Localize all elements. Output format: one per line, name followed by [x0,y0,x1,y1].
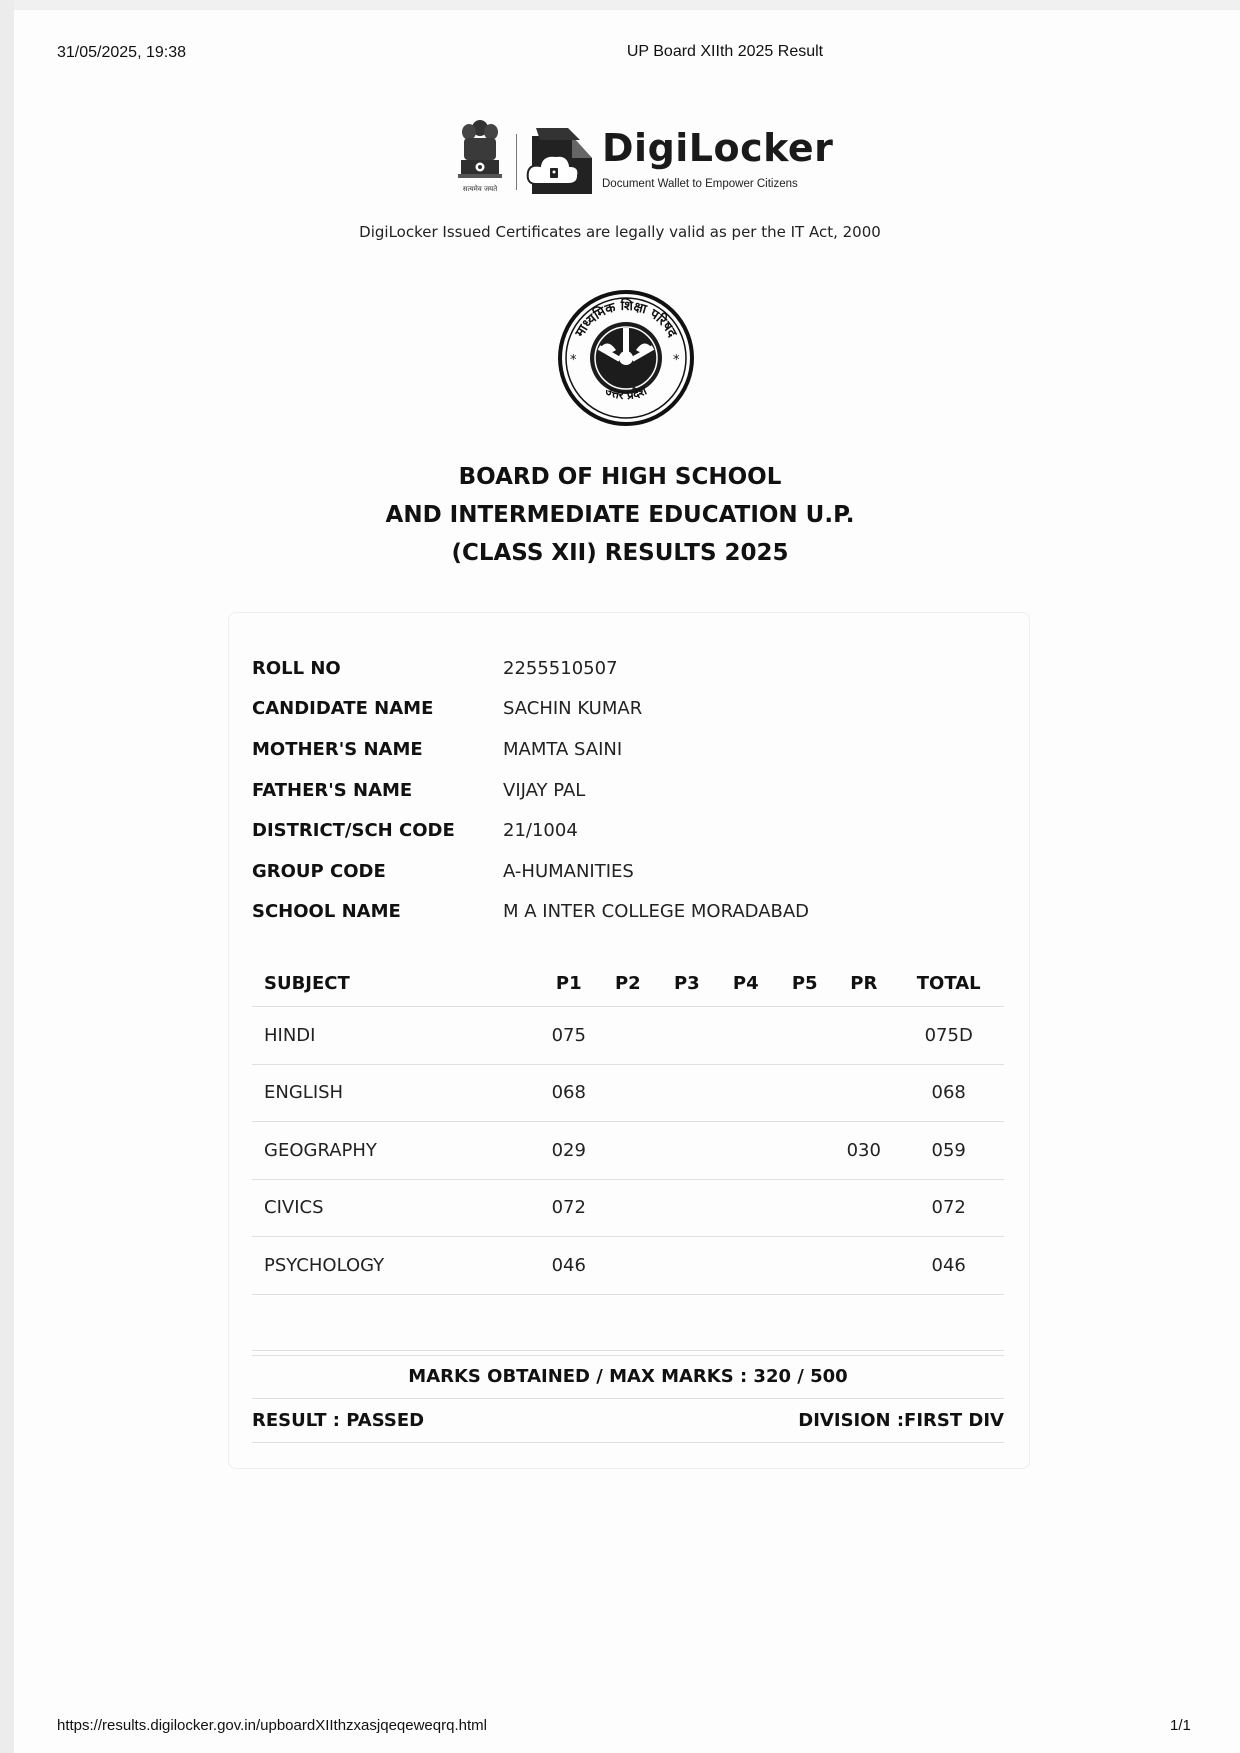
print-date-time: 31/05/2025, 19:38 [57,44,187,61]
result-row [252,1400,1004,1443]
division-status: DIVISION :FIRST DIV [798,1410,1004,1431]
scan-edge-top [0,0,1240,10]
board-title-line-3: (CLASS XII) RESULTS 2025 [451,540,789,566]
marks-cell: 046 [539,1237,598,1295]
marks-cell: 030 [834,1122,893,1180]
marks-table-body [252,1007,1004,1351]
marks-cell [775,1179,834,1237]
table-row [252,1179,1004,1237]
digilocker-wordmark: DigiLocker [602,126,834,170]
info-row [252,810,1012,851]
table-row [252,1007,1004,1065]
info-value: 2255510507 [503,657,618,679]
column-header: P4 [716,960,775,1007]
marks-cell [716,1179,775,1237]
marks-cell: 072 [893,1179,1004,1237]
emblem-caption: सत्यमेव जयते [462,185,498,193]
marks-cell [775,1007,834,1065]
marks-cell [834,1237,893,1295]
marks-cell [598,1237,657,1295]
info-label: MOTHER'S NAME [252,738,423,760]
marks-cell [775,1237,834,1295]
subject-cell: HINDI [252,1007,539,1065]
seal-bottom-text: उत्तर प्रदेश [602,383,649,403]
marks-cell [716,1122,775,1180]
marks-cell: 046 [893,1237,1004,1295]
info-value: MAMTA SAINI [503,738,623,760]
column-header: P1 [539,960,598,1007]
marks-cell [598,1064,657,1122]
info-value: SACHIN KUMAR [503,698,643,720]
marks-cell: 029 [539,1122,598,1180]
logo-divider [516,134,517,190]
info-value: M A INTER COLLEGE MORADABAD [503,901,810,923]
marks-obtained-summary: MARKS OBTAINED / MAX MARKS : 320 / 500 [252,1355,1004,1399]
marks-cell [834,1064,893,1122]
info-row [252,892,1012,933]
marks-cell [834,1179,893,1237]
svg-text:*: * [673,353,680,368]
info-label: ROLL NO [252,657,341,679]
marks-cell [657,1007,716,1065]
info-value: A-HUMANITIES [503,860,634,882]
marks-cell [657,1237,716,1295]
marks-table [252,960,1004,1351]
subject-cell: CIVICS [252,1179,539,1237]
legal-validity-note: DigiLocker Issued Certificates are legally valid as per the IT Act, 2000 [359,223,881,241]
marks-cell: 059 [893,1122,1004,1180]
info-value: 21/1004 [503,820,578,842]
table-row [252,1064,1004,1122]
marks-cell [657,1179,716,1237]
info-value: VIJAY PAL [503,779,586,801]
subject-cell: ENGLISH [252,1064,539,1122]
info-row [252,770,1012,811]
info-label: GROUP CODE [252,860,386,882]
marks-cell [834,1007,893,1065]
marks-cell [716,1237,775,1295]
print-url: https://results.digilocker.gov.in/upboardXIIthzxasjqeqeweqrq.html [57,1717,487,1734]
marks-cell [716,1007,775,1065]
marks-cell: 068 [893,1064,1004,1122]
logo-row [452,112,834,202]
print-page-number: 1/1 [1170,1717,1191,1734]
board-title-line-2: AND INTERMEDIATE EDUCATION U.P. [385,502,855,528]
column-header: P2 [598,960,657,1007]
svg-text:*: * [570,353,577,368]
marks-cell [775,1064,834,1122]
info-label: FATHER'S NAME [252,779,413,801]
marks-cell: 072 [539,1179,598,1237]
marks-cell: 068 [539,1064,598,1122]
info-row [252,689,1012,730]
marks-cell [657,1064,716,1122]
spacer-cell [252,1294,1004,1350]
info-label: DISTRICT/SCH CODE [252,820,455,842]
marks-cell [716,1064,775,1122]
marks-cell [598,1007,657,1065]
column-header: TOTAL [893,960,1004,1007]
digilocker-tagline: Document Wallet to Empower Citizens [602,178,798,190]
board-title [300,458,940,572]
info-label: CANDIDATE NAME [252,698,434,720]
student-info-list [252,648,1012,932]
subject-cell: PSYCHOLOGY [252,1237,539,1295]
national-emblem-icon [452,118,508,198]
table-spacer-row [252,1294,1004,1350]
column-header: SUBJECT [252,960,539,1007]
marks-table-header [252,960,1004,1007]
board-title-line-1: BOARD OF HIGH SCHOOL [458,464,782,490]
marks-cell [598,1122,657,1180]
seal-top-text: माध्यमिक शिक्षा परिषद [572,298,680,340]
result-status: RESULT : PASSED [252,1410,425,1431]
info-label: SCHOOL NAME [252,901,401,923]
print-page-title: UP Board XIIth 2025 Result [626,43,824,60]
info-row [252,729,1012,770]
column-header: P5 [775,960,834,1007]
marks-cell: 075D [893,1007,1004,1065]
info-row [252,851,1012,892]
up-board-seal-icon [556,288,696,428]
column-header: PR [834,960,893,1007]
info-row [252,648,1012,689]
digilocker-logo-icon [522,124,596,196]
subject-cell: GEOGRAPHY [252,1122,539,1180]
marks-cell [657,1122,716,1180]
table-row [252,1122,1004,1180]
table-row [252,1237,1004,1295]
column-header: P3 [657,960,716,1007]
scan-edge-left [0,0,14,1753]
marks-cell [598,1179,657,1237]
marks-cell [775,1122,834,1180]
marks-cell: 075 [539,1007,598,1065]
